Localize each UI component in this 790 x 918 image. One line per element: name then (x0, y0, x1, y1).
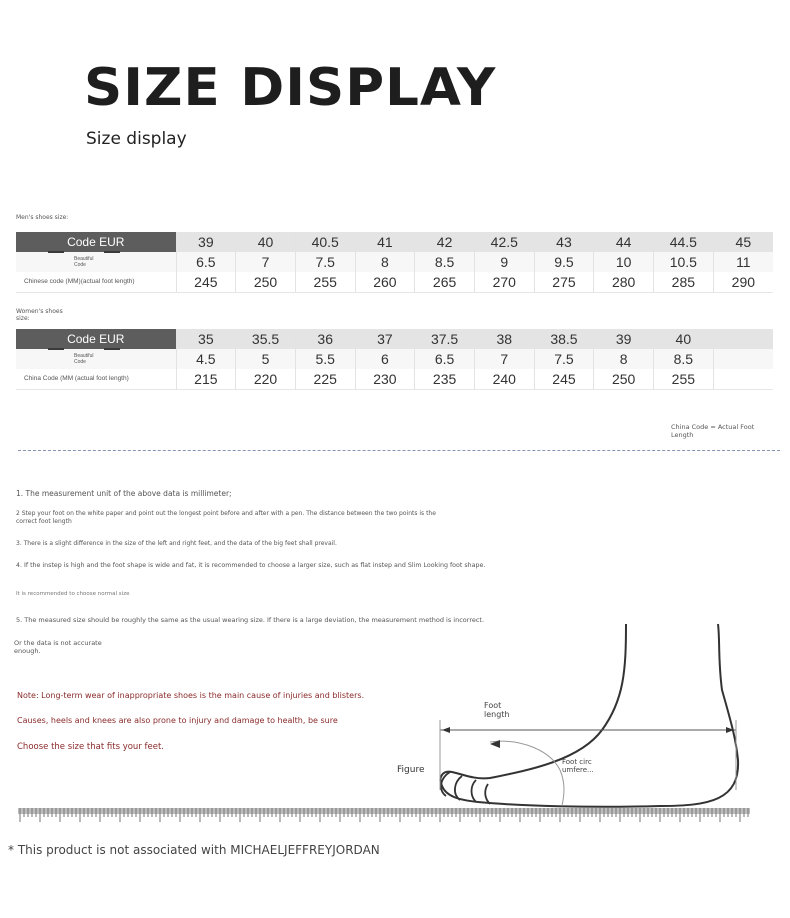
mens-china-label: Chinese code (MM)(actual foot length) (16, 272, 176, 292)
womens-beautiful-label: Beautiful Code (16, 349, 176, 369)
mens-china-cell: 285 (654, 272, 714, 292)
womens-china-cell: 225 (295, 369, 355, 389)
note-5: 5. The measured size should be roughly the same as the usual wearing size. If there is a large deviation, the measurement method is incorrect. (16, 616, 485, 624)
mens-china-cell: 270 (474, 272, 534, 292)
womens-us-cell: 6 (355, 349, 415, 369)
note-3: 3. There is a slight difference in the size of the left and right feet, and the data of the big feet shall prevail. (16, 540, 337, 547)
foot-toes (441, 772, 490, 804)
note-1: 1. The measurement unit of the above data is millimeter; (16, 489, 232, 498)
page-subtitle: Size display (86, 129, 187, 149)
mens-eur-cell: 42.5 (474, 232, 534, 252)
mens-size-table (16, 232, 773, 293)
mens-china-row (16, 272, 773, 292)
womens-china-cell: 220 (236, 369, 296, 389)
womens-china-cell: 240 (474, 369, 534, 389)
mens-us-cell: 10 (594, 252, 654, 272)
arrow-left-icon (442, 727, 450, 733)
womens-us-cell: 5.5 (295, 349, 355, 369)
mens-us-cell: 8 (355, 252, 415, 272)
mens-eur-cell: 44.5 (654, 232, 714, 252)
mens-eur-cell: 45 (713, 232, 773, 252)
disclaimer-footer: * This product is not associated with MICHAELJEFFREYJORDAN (8, 843, 380, 857)
mens-eur-cell: 41 (355, 232, 415, 252)
womens-eur-cell: 40 (654, 329, 714, 349)
womens-section-label: Women's shoes size: (16, 308, 63, 323)
note-4b: It is recommended to choose normal size (16, 591, 130, 597)
womens-size-table (16, 329, 773, 390)
womens-eur-cell: 35.5 (236, 329, 296, 349)
mens-eur-cell: 39 (176, 232, 236, 252)
womens-eur-cell: 38.5 (534, 329, 594, 349)
warning-2: Causes, heels and knees are also prone to injury and damage to health, be sure (17, 716, 338, 725)
mens-eur-cell: 42 (415, 232, 475, 252)
foot-circumference-label: Foot circ umfere... (562, 758, 594, 774)
womens-us-cell: 8.5 (654, 349, 714, 369)
page-title: SIZE DISPLAY (84, 58, 497, 118)
mens-us-cell: 9.5 (534, 252, 594, 272)
womens-china-cell: 230 (355, 369, 415, 389)
mens-eur-cell: 43 (534, 232, 594, 252)
dashed-divider (18, 450, 780, 451)
womens-us-cell: 5 (236, 349, 296, 369)
mens-china-cell: 290 (713, 272, 773, 292)
womens-us-cell: 6.5 (415, 349, 475, 369)
mens-us-cell: 6.5 (176, 252, 236, 272)
warning-1: Note: Long-term wear of inappropriate shoes is the main cause of injuries and blisters. (17, 691, 365, 700)
womens-china-cell: 235 (415, 369, 475, 389)
mens-eur-cell: 40.5 (295, 232, 355, 252)
womens-eur-row (16, 329, 773, 349)
womens-china-cell: 255 (654, 369, 714, 389)
figure-label: Figure (397, 765, 425, 775)
womens-eur-cell: 39 (594, 329, 654, 349)
mens-code-eur-label: Code EUR (16, 232, 176, 252)
womens-eur-cell: 38 (474, 329, 534, 349)
mens-eur-cell: 44 (594, 232, 654, 252)
womens-us-row (16, 349, 773, 369)
womens-us-cell: 8 (594, 349, 654, 369)
womens-eur-cell (713, 329, 773, 349)
note-4: 4. If the instep is high and the foot shape is wide and fat, it is recommended to choose a larger size, such as flat instep and Slim Looking foot shape. (16, 562, 486, 569)
womens-us-cell: 7.5 (534, 349, 594, 369)
mens-china-cell: 280 (594, 272, 654, 292)
womens-eur-cell: 36 (295, 329, 355, 349)
mens-us-cell: 11 (713, 252, 773, 272)
foot-measurement-figure (380, 610, 770, 830)
mens-us-cell: 10.5 (654, 252, 714, 272)
ruler (18, 804, 750, 826)
womens-china-cell: 250 (594, 369, 654, 389)
womens-us-cell (713, 349, 773, 369)
mens-eur-cell: 40 (236, 232, 296, 252)
mens-china-cell: 250 (236, 272, 296, 292)
note-5b: Or the data is not accurate enough. (14, 639, 102, 656)
womens-china-row (16, 369, 773, 389)
china-code-note: China Code = Actual Foot Length (671, 423, 755, 440)
note-2: 2 Step your foot on the white paper and point out the longest point before and after with a pen. The distance between the two points is the correct foot length (16, 510, 436, 525)
foot-length-label: Foot length (484, 701, 510, 719)
mens-us-cell: 8.5 (415, 252, 475, 272)
womens-china-cell (713, 369, 773, 389)
womens-eur-cell: 35 (176, 329, 236, 349)
womens-eur-cell: 37 (355, 329, 415, 349)
mens-beautiful-label: Beautiful Code (16, 252, 176, 272)
womens-us-cell: 7 (474, 349, 534, 369)
mens-china-cell: 260 (355, 272, 415, 292)
mens-china-cell: 255 (295, 272, 355, 292)
womens-us-cell: 4.5 (176, 349, 236, 369)
womens-china-cell: 245 (534, 369, 594, 389)
womens-china-cell: 215 (176, 369, 236, 389)
mens-china-cell: 275 (534, 272, 594, 292)
mens-us-row (16, 252, 773, 272)
womens-code-eur-label: Code EUR (16, 329, 176, 349)
womens-eur-cell: 37.5 (415, 329, 475, 349)
mens-eur-row (16, 232, 773, 252)
foot-circumference-shape (490, 741, 564, 806)
mens-china-cell: 265 (415, 272, 475, 292)
mens-us-cell: 9 (474, 252, 534, 272)
mens-us-cell: 7 (236, 252, 296, 272)
womens-china-label: China Code (MM (actual foot length) (16, 369, 176, 389)
mens-china-cell: 245 (176, 272, 236, 292)
warning-3: Choose the size that fits your feet. (17, 742, 164, 752)
mens-us-cell: 7.5 (295, 252, 355, 272)
mens-section-label: Men's shoes size: (16, 214, 69, 221)
